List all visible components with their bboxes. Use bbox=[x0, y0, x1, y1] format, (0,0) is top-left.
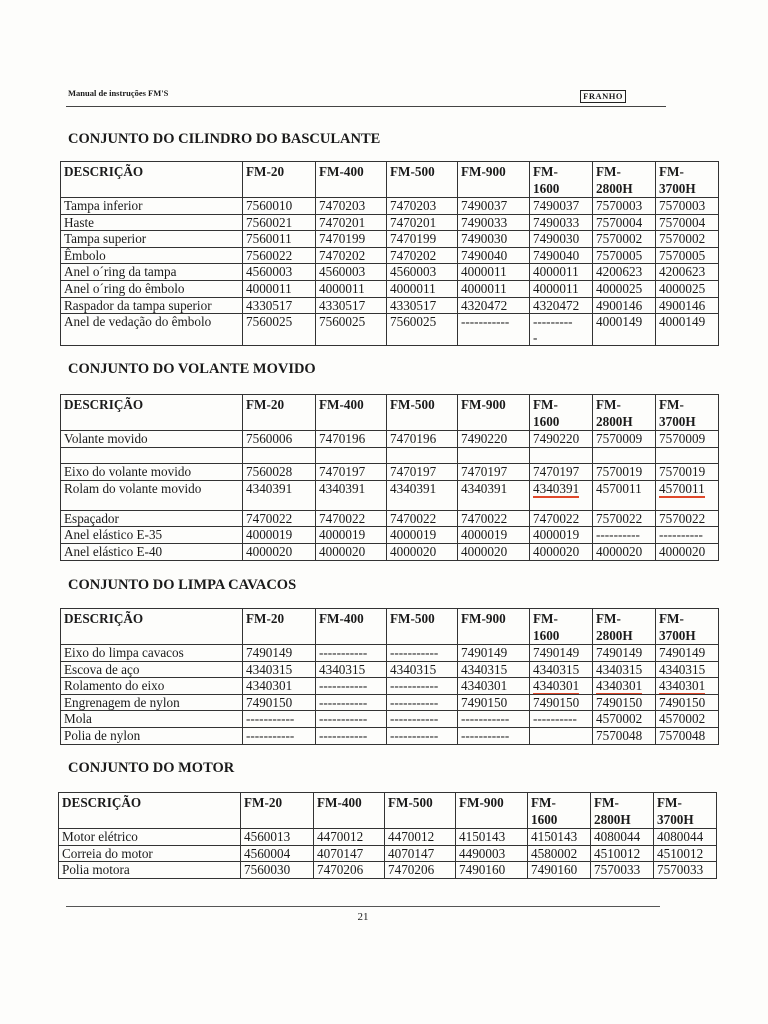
table-row bbox=[61, 214, 719, 231]
table-row bbox=[61, 678, 719, 695]
part-code: ----------- bbox=[387, 727, 458, 744]
part-code: ----------- bbox=[458, 711, 530, 728]
table-row bbox=[61, 464, 719, 481]
part-code: 7570002 bbox=[593, 231, 656, 248]
part-description: Engrenagem de nylon bbox=[61, 694, 243, 711]
table-row bbox=[61, 297, 719, 314]
part-code: 4000025 bbox=[656, 280, 719, 297]
part-code: 4340315 bbox=[656, 661, 719, 678]
manual-title: Manual de instruções FM'S bbox=[68, 88, 169, 98]
table-row bbox=[61, 510, 719, 527]
part-code bbox=[458, 447, 530, 464]
part-description: Anel elástico E-40 bbox=[61, 543, 243, 560]
part-description: Motor elétrico bbox=[59, 829, 241, 846]
column-header-model: FM-20 bbox=[243, 609, 316, 645]
part-code: 7570002 bbox=[656, 231, 719, 248]
part-code: 7570048 bbox=[593, 727, 656, 744]
part-code: 7470197 bbox=[387, 464, 458, 481]
part-code: 4570002 bbox=[656, 711, 719, 728]
part-description: Anel de vedação do êmbolo bbox=[61, 314, 243, 346]
part-code: 4000020 bbox=[530, 543, 593, 560]
part-code: 7570009 bbox=[656, 431, 719, 448]
column-header-descricao: DESCRIÇÃO bbox=[61, 395, 243, 431]
part-code: 7470206 bbox=[385, 862, 456, 879]
part-code: ----------- bbox=[458, 314, 530, 346]
table-row bbox=[61, 645, 719, 662]
part-description: Êmbolo bbox=[61, 247, 243, 264]
parts-table-cilindro bbox=[60, 161, 719, 346]
part-code: 7560022 bbox=[243, 247, 316, 264]
part-code: 7470206 bbox=[314, 862, 385, 879]
part-description: Correia do motor bbox=[59, 845, 241, 862]
column-header-model: FM-900 bbox=[456, 793, 528, 829]
part-code: 7570005 bbox=[656, 247, 719, 264]
part-code: 7470022 bbox=[387, 510, 458, 527]
part-code: 4340301 bbox=[593, 678, 656, 695]
column-header-model: FM- 3700H bbox=[656, 162, 719, 198]
part-code: 4560003 bbox=[316, 264, 387, 281]
part-code: ----------- bbox=[387, 678, 458, 695]
part-code: 4570011 bbox=[656, 480, 719, 510]
part-code: ----------- bbox=[243, 727, 316, 744]
column-header-model: FM- 3700H bbox=[656, 395, 719, 431]
column-header-model: FM- 1600 bbox=[530, 609, 593, 645]
part-code: 7490033 bbox=[530, 214, 593, 231]
part-code: 4080044 bbox=[654, 829, 717, 846]
page-number: 21 bbox=[357, 911, 369, 923]
part-code: 4000020 bbox=[243, 543, 316, 560]
part-code: 7570033 bbox=[591, 862, 654, 879]
part-code: 7570004 bbox=[656, 214, 719, 231]
part-code: ----------- bbox=[316, 711, 387, 728]
table-row bbox=[59, 862, 717, 879]
part-code: 4070147 bbox=[385, 845, 456, 862]
parts-table-motor bbox=[58, 792, 717, 879]
part-code: 4000019 bbox=[530, 527, 593, 544]
column-header-model: FM-500 bbox=[387, 162, 458, 198]
part-description: Tampa inferior bbox=[61, 198, 243, 215]
part-code: 4000020 bbox=[458, 543, 530, 560]
part-code: 7490149 bbox=[458, 645, 530, 662]
part-code: 4580002 bbox=[528, 845, 591, 862]
part-code: 7490160 bbox=[528, 862, 591, 879]
part-code: 4000011 bbox=[458, 264, 530, 281]
part-code: 4510012 bbox=[591, 845, 654, 862]
part-code: 4320472 bbox=[458, 297, 530, 314]
column-header-model: FM- 2800H bbox=[593, 395, 656, 431]
part-code: 4560003 bbox=[387, 264, 458, 281]
part-code: 7470196 bbox=[316, 431, 387, 448]
part-code: 4560003 bbox=[243, 264, 316, 281]
part-code: ----------- bbox=[316, 645, 387, 662]
part-code: 7490037 bbox=[530, 198, 593, 215]
column-header-descricao: DESCRIÇÃO bbox=[61, 609, 243, 645]
part-code: 7490037 bbox=[458, 198, 530, 215]
part-code: 4340315 bbox=[387, 661, 458, 678]
part-code: 7570009 bbox=[593, 431, 656, 448]
table-row bbox=[61, 314, 719, 346]
section-title: CONJUNTO DO MOTOR bbox=[68, 760, 235, 776]
parts-table-limpa-cavacos bbox=[60, 608, 719, 745]
table-row bbox=[61, 431, 719, 448]
part-code: ----------- bbox=[387, 694, 458, 711]
part-code: 4200623 bbox=[656, 264, 719, 281]
part-code: 7470197 bbox=[530, 464, 593, 481]
part-code: 7570019 bbox=[656, 464, 719, 481]
part-code: 4000019 bbox=[243, 527, 316, 544]
part-description: Rolamento do eixo bbox=[61, 678, 243, 695]
part-code: 4000011 bbox=[243, 280, 316, 297]
part-description: Mola bbox=[61, 711, 243, 728]
part-code: 7570005 bbox=[593, 247, 656, 264]
part-code: 4000020 bbox=[387, 543, 458, 560]
part-code: 7490030 bbox=[530, 231, 593, 248]
part-code: 7560025 bbox=[387, 314, 458, 346]
part-code: 4000011 bbox=[458, 280, 530, 297]
part-code: ----------- bbox=[316, 678, 387, 695]
part-code: 4000011 bbox=[316, 280, 387, 297]
part-code: 4000025 bbox=[593, 280, 656, 297]
part-code: 7470202 bbox=[387, 247, 458, 264]
page-footer bbox=[66, 906, 660, 923]
part-code: 7470201 bbox=[316, 214, 387, 231]
column-header-model: FM- 1600 bbox=[528, 793, 591, 829]
table-row bbox=[61, 711, 719, 728]
part-code: 4000020 bbox=[593, 543, 656, 560]
part-code bbox=[530, 447, 593, 464]
part-code: 4000149 bbox=[656, 314, 719, 346]
table-row bbox=[61, 231, 719, 248]
column-header-model: FM- 2800H bbox=[591, 793, 654, 829]
part-code: 7570033 bbox=[654, 862, 717, 879]
section-title: CONJUNTO DO LIMPA CAVACOS bbox=[68, 577, 297, 593]
part-description: Polia motora bbox=[59, 862, 241, 879]
part-code: 4560004 bbox=[241, 845, 314, 862]
part-code: 4150143 bbox=[456, 829, 528, 846]
part-code: 7490040 bbox=[530, 247, 593, 264]
part-code: 4000011 bbox=[387, 280, 458, 297]
part-description: Haste bbox=[61, 214, 243, 231]
column-header-model: FM-400 bbox=[316, 162, 387, 198]
part-code: 7570003 bbox=[656, 198, 719, 215]
part-code: 7470022 bbox=[243, 510, 316, 527]
part-code: 4900146 bbox=[593, 297, 656, 314]
part-code: 4150143 bbox=[528, 829, 591, 846]
column-header-model: FM-20 bbox=[243, 162, 316, 198]
part-code: 7570004 bbox=[593, 214, 656, 231]
part-code: ----------- bbox=[387, 645, 458, 662]
part-code: ---------- bbox=[593, 527, 656, 544]
part-code: 7490220 bbox=[458, 431, 530, 448]
column-header-model: FM-500 bbox=[387, 395, 458, 431]
part-code: 4570002 bbox=[593, 711, 656, 728]
part-code: 7470203 bbox=[387, 198, 458, 215]
part-code: ----------- bbox=[316, 727, 387, 744]
table-row bbox=[61, 480, 719, 510]
column-header-model: FM-500 bbox=[387, 609, 458, 645]
part-code: 4000019 bbox=[458, 527, 530, 544]
part-code: ----------- bbox=[387, 711, 458, 728]
part-code: 4340315 bbox=[243, 661, 316, 678]
parts-table-volante bbox=[60, 394, 719, 561]
part-code: 4340315 bbox=[530, 661, 593, 678]
part-code: ---------- bbox=[656, 527, 719, 544]
part-code: 7470197 bbox=[458, 464, 530, 481]
part-code: 4000011 bbox=[530, 264, 593, 281]
column-header-descricao: DESCRIÇÃO bbox=[61, 162, 243, 198]
brand-logo: FRANHO bbox=[580, 90, 626, 103]
part-code bbox=[593, 447, 656, 464]
column-header-model: FM- 2800H bbox=[593, 609, 656, 645]
column-header-model: FM-20 bbox=[243, 395, 316, 431]
part-code: 4470012 bbox=[314, 829, 385, 846]
column-header-model: FM-900 bbox=[458, 395, 530, 431]
part-code: 7470203 bbox=[316, 198, 387, 215]
part-description: Escova de aço bbox=[61, 661, 243, 678]
part-code: 4000019 bbox=[316, 527, 387, 544]
part-description: Anel o´ring da tampa bbox=[61, 264, 243, 281]
part-code: 7470022 bbox=[316, 510, 387, 527]
part-code: 4330517 bbox=[316, 297, 387, 314]
part-description: Raspador da tampa superior bbox=[61, 297, 243, 314]
part-code: ---------- bbox=[530, 711, 593, 728]
table-row bbox=[61, 543, 719, 560]
part-code: ----------- bbox=[316, 694, 387, 711]
part-code: 7470022 bbox=[458, 510, 530, 527]
part-code: 4080044 bbox=[591, 829, 654, 846]
part-code: 7470202 bbox=[316, 247, 387, 264]
part-code: 7560010 bbox=[243, 198, 316, 215]
column-header-descricao: DESCRIÇÃO bbox=[59, 793, 241, 829]
table-row bbox=[61, 694, 719, 711]
column-header-model: FM- 1600 bbox=[530, 395, 593, 431]
part-code: 7490033 bbox=[458, 214, 530, 231]
part-code: 7470196 bbox=[387, 431, 458, 448]
part-code: 7490149 bbox=[593, 645, 656, 662]
part-code: 4340391 bbox=[530, 480, 593, 510]
part-code: 4340315 bbox=[316, 661, 387, 678]
section-title: CONJUNTO DO CILINDRO DO BASCULANTE bbox=[68, 131, 381, 147]
part-code: 7560025 bbox=[243, 314, 316, 346]
column-header-model: FM-400 bbox=[316, 609, 387, 645]
table-row bbox=[61, 264, 719, 281]
part-code: 7490160 bbox=[456, 862, 528, 879]
part-code: 4560013 bbox=[241, 829, 314, 846]
part-code: 4470012 bbox=[385, 829, 456, 846]
part-code: 7570003 bbox=[593, 198, 656, 215]
part-code: 7490150 bbox=[458, 694, 530, 711]
part-code: 4000149 bbox=[593, 314, 656, 346]
part-description: Tampa superior bbox=[61, 231, 243, 248]
table-row bbox=[61, 727, 719, 744]
part-code: --------- - bbox=[530, 314, 593, 346]
part-code bbox=[243, 447, 316, 464]
part-code: 4340315 bbox=[593, 661, 656, 678]
part-description: Volante movido bbox=[61, 431, 243, 448]
part-description: Eixo do volante movido bbox=[61, 464, 243, 481]
part-code: 7490150 bbox=[593, 694, 656, 711]
part-description: Espaçador bbox=[61, 510, 243, 527]
column-header-model: FM-400 bbox=[314, 793, 385, 829]
part-code: 4340391 bbox=[458, 480, 530, 510]
part-code: 7570022 bbox=[656, 510, 719, 527]
column-header-model: FM- 3700H bbox=[656, 609, 719, 645]
table-row bbox=[61, 661, 719, 678]
part-code: 4510012 bbox=[654, 845, 717, 862]
column-header-model: FM- 3700H bbox=[654, 793, 717, 829]
part-code: 7490040 bbox=[458, 247, 530, 264]
part-description: Rolam do volante movido bbox=[61, 480, 243, 510]
part-code bbox=[316, 447, 387, 464]
part-code: 4000019 bbox=[387, 527, 458, 544]
part-description bbox=[61, 447, 243, 464]
page-header bbox=[66, 84, 666, 107]
column-header-model: FM- 2800H bbox=[593, 162, 656, 198]
part-description: Anel o´ring do êmbolo bbox=[61, 280, 243, 297]
part-code: 4000011 bbox=[530, 280, 593, 297]
part-code: 7490220 bbox=[530, 431, 593, 448]
table-row bbox=[61, 447, 719, 464]
part-code: 7570048 bbox=[656, 727, 719, 744]
part-code: 4340301 bbox=[656, 678, 719, 695]
part-code bbox=[530, 727, 593, 744]
table-row bbox=[59, 829, 717, 846]
part-code: 4330517 bbox=[387, 297, 458, 314]
part-code: 4340301 bbox=[530, 678, 593, 695]
column-header-model: FM-900 bbox=[458, 162, 530, 198]
part-code: 7470199 bbox=[387, 231, 458, 248]
part-code: 4340315 bbox=[458, 661, 530, 678]
part-code: 7560025 bbox=[316, 314, 387, 346]
part-code: 4000020 bbox=[316, 543, 387, 560]
part-code: 7560030 bbox=[241, 862, 314, 879]
part-code bbox=[387, 447, 458, 464]
part-code: 4340301 bbox=[458, 678, 530, 695]
part-code: 7560006 bbox=[243, 431, 316, 448]
part-description: Anel elástico E-35 bbox=[61, 527, 243, 544]
part-code: 4340391 bbox=[316, 480, 387, 510]
part-code: 7490149 bbox=[656, 645, 719, 662]
part-code: 4490003 bbox=[456, 845, 528, 862]
part-code: 7570022 bbox=[593, 510, 656, 527]
part-code: 7490149 bbox=[243, 645, 316, 662]
part-code: 7560011 bbox=[243, 231, 316, 248]
column-header-model: FM- 1600 bbox=[530, 162, 593, 198]
part-code: 7490030 bbox=[458, 231, 530, 248]
part-code: 4330517 bbox=[243, 297, 316, 314]
part-code: 4900146 bbox=[656, 297, 719, 314]
column-header-model: FM-500 bbox=[385, 793, 456, 829]
part-code: 7470197 bbox=[316, 464, 387, 481]
part-code: 7570019 bbox=[593, 464, 656, 481]
part-code: 7560021 bbox=[243, 214, 316, 231]
table-row bbox=[61, 198, 719, 215]
part-code: 4070147 bbox=[314, 845, 385, 862]
table-row bbox=[61, 527, 719, 544]
part-code: 7490149 bbox=[530, 645, 593, 662]
part-code: 7490150 bbox=[530, 694, 593, 711]
part-code: 4570011 bbox=[593, 480, 656, 510]
part-description: Eixo do limpa cavacos bbox=[61, 645, 243, 662]
part-code: 4320472 bbox=[530, 297, 593, 314]
part-code bbox=[656, 447, 719, 464]
table-row bbox=[59, 845, 717, 862]
part-code: 4340391 bbox=[387, 480, 458, 510]
part-code: ----------- bbox=[458, 727, 530, 744]
part-code: 4000020 bbox=[656, 543, 719, 560]
section-title: CONJUNTO DO VOLANTE MOVIDO bbox=[68, 361, 316, 377]
part-code: 7490150 bbox=[656, 694, 719, 711]
column-header-model: FM-900 bbox=[458, 609, 530, 645]
part-code: 4340391 bbox=[243, 480, 316, 510]
table-row bbox=[61, 280, 719, 297]
part-code: 7560028 bbox=[243, 464, 316, 481]
part-code: 4200623 bbox=[593, 264, 656, 281]
part-code: 7470022 bbox=[530, 510, 593, 527]
column-header-model: FM-400 bbox=[316, 395, 387, 431]
part-code: 4340301 bbox=[243, 678, 316, 695]
column-header-model: FM-20 bbox=[241, 793, 314, 829]
table-row bbox=[61, 247, 719, 264]
part-code: ----------- bbox=[243, 711, 316, 728]
part-code: 7490150 bbox=[243, 694, 316, 711]
part-code: 7470199 bbox=[316, 231, 387, 248]
part-code: 7470201 bbox=[387, 214, 458, 231]
part-description: Polia de nylon bbox=[61, 727, 243, 744]
